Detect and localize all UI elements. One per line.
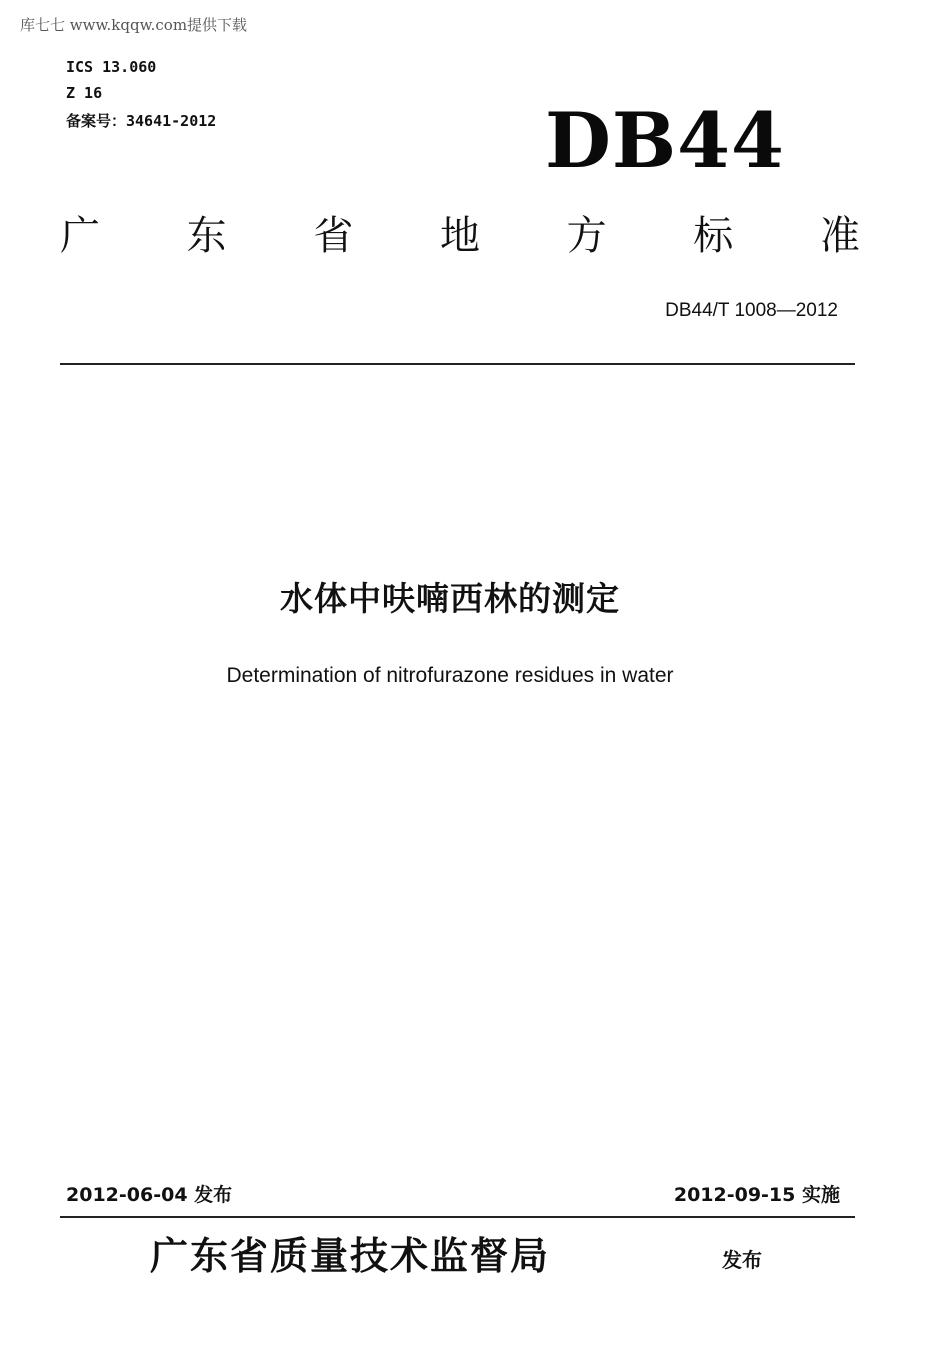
bottom-divider: [60, 1216, 855, 1218]
issuing-authority: 广东省质量技术监督局: [150, 1233, 551, 1278]
issuing-authority-suffix: 发布: [722, 1248, 762, 1272]
standard-type-char: 方: [566, 213, 607, 259]
standard-number: DB44/T 1008—2012: [665, 300, 838, 321]
standard-type-char: 地: [439, 213, 480, 259]
standard-type-char: 东: [186, 213, 227, 259]
document-title-chinese: 水体中呋喃西林的测定: [280, 579, 620, 618]
top-divider: [60, 363, 855, 365]
watermark-text: 库七七 www.kqqw.com提供下载: [20, 16, 248, 34]
ics-code: ICS 13.060: [66, 58, 157, 76]
standard-type-char: 标: [693, 213, 734, 259]
record-number: 备案号：34641-2012: [66, 112, 217, 130]
issue-date: 2012-06-04 发布: [66, 1184, 233, 1206]
document-title-english: Determination of nitrofurazone residues in water: [226, 664, 674, 687]
db44-logo: DB44: [545, 96, 785, 185]
standard-type-char: 准: [819, 213, 860, 259]
implementation-date: 2012-09-15 实施: [673, 1184, 840, 1206]
standard-type-char: 广: [60, 213, 100, 259]
standard-type-heading: [60, 208, 860, 264]
standard-type-char: 省: [313, 213, 354, 259]
classification-code: Z 16: [66, 84, 103, 102]
